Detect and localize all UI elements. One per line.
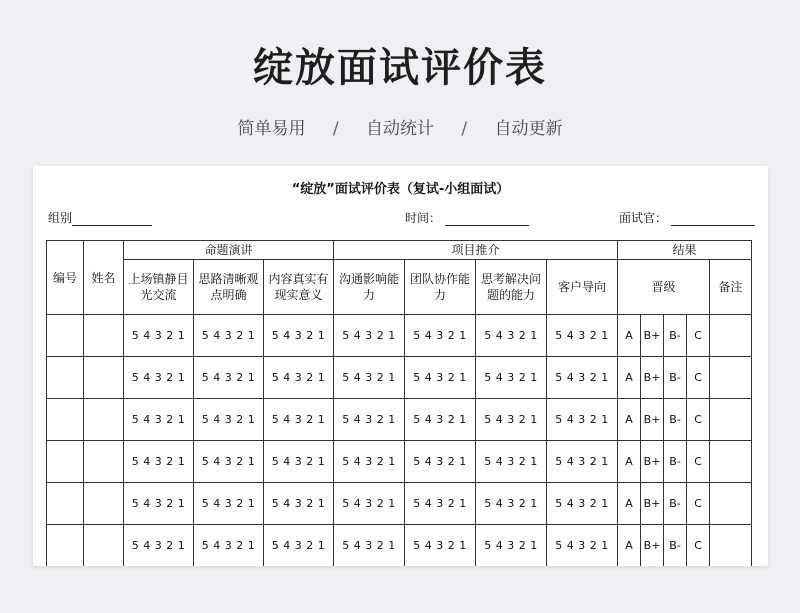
cell-number[interactable] (47, 483, 84, 525)
header-level: 晋级 (618, 260, 710, 315)
score-scale[interactable]: 5 4 3 2 1 (194, 525, 264, 567)
time-label: 时间： (405, 211, 442, 225)
group-label: 组别 (48, 211, 73, 225)
group-field (48, 209, 152, 226)
score-scale[interactable]: 5 4 3 2 1 (264, 483, 334, 525)
cell-number[interactable] (47, 315, 84, 357)
score-scale[interactable]: 5 4 3 2 1 (264, 357, 334, 399)
cell-remark[interactable] (710, 441, 752, 483)
subtitle-item-auto-stats: 自动统计 (366, 119, 434, 139)
cell-remark[interactable] (710, 483, 752, 525)
score-scale[interactable]: 5 4 3 2 1 (264, 441, 334, 483)
form-title: “绽放”面试评价表（复试-小组面试） (291, 182, 510, 197)
score-scale[interactable]: 5 4 3 2 1 (547, 357, 618, 399)
grade-option[interactable]: B- (664, 357, 687, 399)
score-scale[interactable]: 5 4 3 2 1 (334, 525, 405, 567)
grade-option[interactable]: B- (664, 441, 687, 483)
grade-option[interactable]: A (618, 525, 641, 567)
score-scale[interactable]: 5 4 3 2 1 (124, 357, 194, 399)
grade-option[interactable]: B+ (641, 357, 664, 399)
score-scale[interactable]: 5 4 3 2 1 (547, 441, 618, 483)
grade-option[interactable]: B+ (641, 525, 664, 567)
score-scale[interactable]: 5 4 3 2 1 (476, 357, 547, 399)
score-scale[interactable]: 5 4 3 2 1 (334, 483, 405, 525)
grade-option[interactable]: B- (664, 399, 687, 441)
score-scale[interactable]: 5 4 3 2 1 (476, 483, 547, 525)
grade-option[interactable]: B+ (641, 441, 664, 483)
header-name: 姓名 (84, 241, 124, 315)
score-scale[interactable]: 5 4 3 2 1 (124, 441, 194, 483)
score-scale[interactable]: 5 4 3 2 1 (334, 357, 405, 399)
score-scale[interactable]: 5 4 3 2 1 (194, 441, 264, 483)
score-scale[interactable]: 5 4 3 2 1 (124, 315, 194, 357)
page-subtitle (0, 114, 800, 139)
cell-name[interactable] (84, 357, 124, 399)
table-row (47, 525, 752, 567)
score-scale[interactable]: 5 4 3 2 1 (264, 525, 334, 567)
time-input-line[interactable] (445, 213, 529, 226)
grade-option[interactable]: A (618, 399, 641, 441)
score-scale[interactable]: 5 4 3 2 1 (264, 399, 334, 441)
score-scale[interactable]: 5 4 3 2 1 (476, 315, 547, 357)
cell-number[interactable] (47, 525, 84, 567)
score-scale[interactable]: 5 4 3 2 1 (405, 399, 476, 441)
grade-option[interactable]: C (687, 483, 710, 525)
grade-option[interactable]: B- (664, 315, 687, 357)
header-remark: 备注 (710, 260, 752, 315)
table-row (47, 357, 752, 399)
header-criterion: 客户导向 (547, 260, 618, 315)
table-row (47, 399, 752, 441)
score-scale[interactable]: 5 4 3 2 1 (547, 525, 618, 567)
cell-name[interactable] (84, 315, 124, 357)
grade-option[interactable]: B- (664, 525, 687, 567)
subtitle-item-auto-update: 自动更新 (494, 119, 563, 139)
score-scale[interactable]: 5 4 3 2 1 (194, 315, 264, 357)
score-scale[interactable]: 5 4 3 2 1 (547, 399, 618, 441)
score-scale[interactable]: 5 4 3 2 1 (476, 525, 547, 567)
header-group-speech: 命题演讲 (124, 241, 334, 260)
interviewer-field (619, 209, 755, 226)
score-scale[interactable]: 5 4 3 2 1 (547, 483, 618, 525)
score-scale[interactable]: 5 4 3 2 1 (124, 483, 194, 525)
cell-remark[interactable] (710, 357, 752, 399)
cell-remark[interactable] (710, 399, 752, 441)
table-row (47, 315, 752, 357)
grade-option[interactable]: B+ (641, 315, 664, 357)
score-scale[interactable]: 5 4 3 2 1 (405, 441, 476, 483)
cell-number[interactable] (47, 441, 84, 483)
page-title: 绽放面试评价表 (253, 45, 547, 91)
header-criterion: 上场镇静目光交流 (124, 260, 194, 315)
table-row (47, 441, 752, 483)
grade-option[interactable]: C (687, 441, 710, 483)
interviewer-input-line[interactable] (671, 213, 755, 226)
grade-option[interactable]: A (618, 357, 641, 399)
subtitle-item-easy: 简单易用 (237, 119, 306, 139)
score-scale[interactable]: 5 4 3 2 1 (194, 483, 264, 525)
score-scale[interactable]: 5 4 3 2 1 (405, 525, 476, 567)
score-scale[interactable]: 5 4 3 2 1 (264, 315, 334, 357)
header-criterion: 思路清晰观点明确 (194, 260, 264, 315)
table-row (47, 483, 752, 525)
header-group-result: 结果 (618, 241, 752, 260)
score-scale[interactable]: 5 4 3 2 1 (547, 315, 618, 357)
grade-option[interactable]: A (618, 441, 641, 483)
score-scale[interactable]: 5 4 3 2 1 (194, 399, 264, 441)
cell-name[interactable] (84, 441, 124, 483)
subtitle-separator: / (332, 119, 339, 139)
interviewer-label: 面试官： (619, 211, 668, 225)
grade-option[interactable]: C (687, 399, 710, 441)
grade-option[interactable]: C (687, 315, 710, 357)
time-field (405, 209, 529, 226)
cell-name[interactable] (84, 399, 124, 441)
score-scale[interactable]: 5 4 3 2 1 (476, 399, 547, 441)
grade-option[interactable]: C (687, 357, 710, 399)
score-scale[interactable]: 5 4 3 2 1 (124, 525, 194, 567)
grade-option[interactable]: C (687, 525, 710, 567)
cell-name[interactable] (84, 483, 124, 525)
score-scale[interactable]: 5 4 3 2 1 (194, 357, 264, 399)
grade-option[interactable]: A (618, 483, 641, 525)
grade-option[interactable]: A (618, 315, 641, 357)
cell-number[interactable] (47, 399, 84, 441)
header-criterion: 团队协作能力 (405, 260, 476, 315)
header-number: 编号 (47, 241, 84, 315)
group-input-line[interactable] (72, 213, 152, 226)
grade-option[interactable]: B- (664, 483, 687, 525)
grade-option[interactable]: B+ (641, 483, 664, 525)
score-scale[interactable]: 5 4 3 2 1 (334, 315, 405, 357)
cell-remark[interactable] (710, 315, 752, 357)
header-criterion: 沟通影响能力 (334, 260, 405, 315)
cell-name[interactable] (84, 525, 124, 567)
score-scale[interactable]: 5 4 3 2 1 (124, 399, 194, 441)
score-scale[interactable]: 5 4 3 2 1 (334, 399, 405, 441)
cell-number[interactable] (47, 357, 84, 399)
header-group-project: 项目推介 (334, 241, 618, 260)
score-scale[interactable]: 5 4 3 2 1 (476, 441, 547, 483)
grade-option[interactable]: B+ (641, 399, 664, 441)
header-criterion: 思考解决问题的能力 (476, 260, 547, 315)
subtitle-separator: / (461, 119, 468, 139)
score-scale[interactable]: 5 4 3 2 1 (334, 441, 405, 483)
score-scale[interactable]: 5 4 3 2 1 (405, 357, 476, 399)
header-criterion: 内容真实有现实意义 (264, 260, 334, 315)
score-scale[interactable]: 5 4 3 2 1 (405, 315, 476, 357)
form-sheet (33, 166, 768, 566)
cell-remark[interactable] (710, 525, 752, 567)
evaluation-table (46, 240, 752, 566)
score-scale[interactable]: 5 4 3 2 1 (405, 483, 476, 525)
